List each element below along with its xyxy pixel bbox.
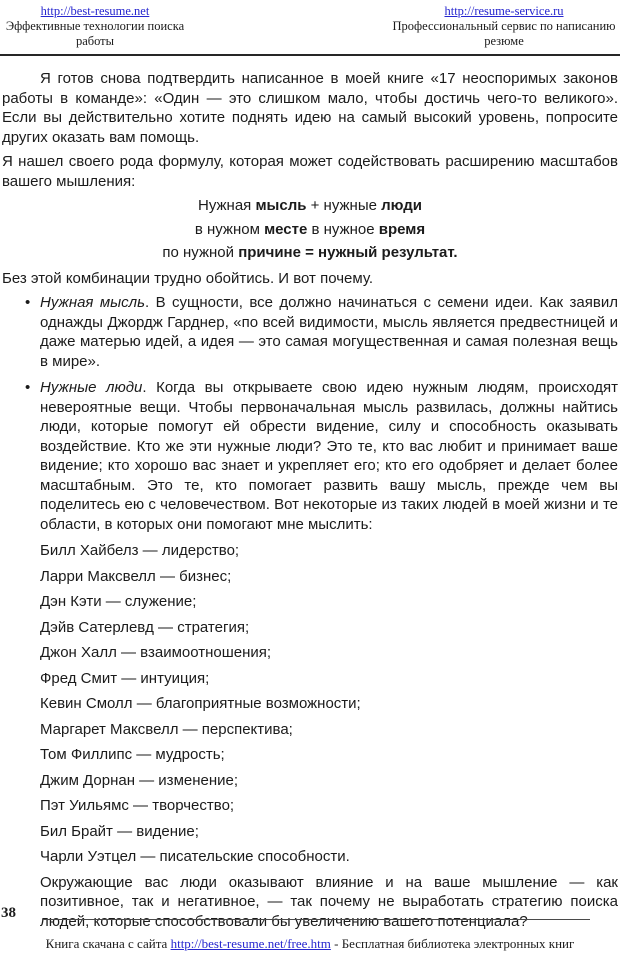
formula-text: по нужной	[162, 244, 239, 261]
header-left-tagline: Эффективные технологии поиска работы	[5, 19, 185, 48]
paragraph-closing: Окружающие вас люди оказывают влияние и на ваше мышление — как позитивное, так и негативное, — так почему не выработать стратегию поиска людей, которые способствовали бы увеличению вашего потенциала?	[40, 873, 618, 930]
bullet-icon: •	[25, 379, 31, 396]
bullet-body: . В сущности, все должно начинаться с семени идеи. Как заявил однажды Джордж Гарднер, «по всей видимости, мысль является предвестницей и даже матерью идей, а идея — это самая могущественная и самая полезная вещь в мире».	[40, 294, 618, 370]
formula-text: Нужная	[198, 197, 256, 214]
person-item: Том Филлипс — мудрость;	[40, 746, 225, 763]
person-item: Кевин Смолл — благоприятные возможности;	[40, 695, 361, 712]
header-right-tagline: Профессиональный сервис по написанию резюме	[392, 19, 616, 48]
formula-bold: причине = нужный результат.	[238, 244, 458, 261]
formula-text: в нужном	[194, 220, 265, 238]
paragraph-combination: Без этой комбинации трудно обойтись. И вот почему.	[2, 269, 374, 287]
footer-note-suffix: - Бесплатная библиотека электронных книг	[330, 936, 575, 951]
header-left-url	[0, 4, 190, 19]
page-number: 38	[1, 905, 16, 921]
formula-line-3	[2, 243, 618, 263]
person-item: Джон Халл — взаимоотношения;	[40, 644, 272, 661]
bullet-lead: Нужные люди	[40, 379, 143, 396]
page-body	[0, 56, 620, 931]
best-resume-link[interactable]: http://best-resume.net	[40, 4, 150, 18]
bullet-item-right-people	[2, 378, 618, 534]
footer-divider	[42, 919, 590, 920]
person-item: Фред Смит — интуиция;	[40, 669, 210, 687]
person-item: Пэт Уильямс — творчество;	[40, 797, 235, 814]
formula-text: в нужное	[307, 220, 379, 238]
bullet-body: . Когда вы открываете свою идею нужным людям, происходят невероятные вещи. Чтобы первоначальная мысль развилась, должны найтись люди, которые помогут ей обрести видение, силу и способность оказывать воздействие. Кто же эти нужные люди? Это те, кто вас любит и принимает ваше видение; кто хорошо вас знает и укрепляет его; кто его одобряет и делает более масштабным. Это те, кто помогает развить вашу мысль, прежде чем вы поделитесь ею с человечеством. Вот некоторые из таких людей в моей жизни и те области, в которых они помогают мне мыслить:	[40, 379, 618, 533]
formula-bold: время	[378, 220, 426, 238]
bullet-item-right-thought	[2, 293, 618, 371]
formula-line-2	[2, 220, 618, 240]
person-item: Билл Хайбелз — лидерство;	[40, 542, 240, 559]
page-header	[0, 0, 620, 49]
paragraph-intro: Я готов снова подтвердить написанное в моей книге «17 неоспоримых законов работы в команде»: «Один — это слишком мало, чтобы достичь чего-то великого». Если вы действительно хотите поднять идею на самый высокий уровень, попросите других оказать вам помощь.	[2, 70, 618, 146]
header-left-block	[0, 4, 190, 49]
resume-service-link[interactable]: http://resume-service.ru	[444, 4, 564, 18]
bullet-lead: Нужная мысль	[40, 294, 146, 311]
header-right-block	[388, 4, 620, 49]
formula-bold: месте	[264, 220, 308, 238]
footer-note	[0, 936, 620, 952]
footer-note-prefix: Книга скачана с сайта	[45, 936, 171, 951]
person-item: Ларри Максвелл — бизнес;	[40, 567, 232, 585]
person-item: Маргарет Максвелл — перспектива;	[40, 720, 293, 738]
people-list	[40, 541, 618, 867]
person-item: Дэн Кэти — служение;	[40, 593, 197, 610]
formula-block	[2, 196, 618, 263]
person-item: Чарли Уэтцел — писательские способности.	[40, 848, 350, 865]
formula-bold: мысль	[255, 197, 307, 214]
bullet-icon: •	[25, 294, 31, 311]
person-item: Бил Брайт — видение;	[40, 822, 199, 840]
header-right-url	[388, 4, 620, 19]
paragraph-formula-intro: Я нашел своего рода формулу, которая может содействовать расширению масштабов вашего мышления:	[2, 153, 618, 190]
person-item: Джим Дорнан — изменение;	[40, 771, 239, 789]
formula-line-1	[2, 196, 618, 216]
formula-bold: люди	[381, 197, 422, 214]
free-library-link[interactable]: http://best-resume.net/free.htm	[170, 936, 331, 951]
formula-text: + нужные	[306, 197, 382, 214]
person-item: Дэйв Сатерлевд — стратегия;	[40, 618, 250, 636]
